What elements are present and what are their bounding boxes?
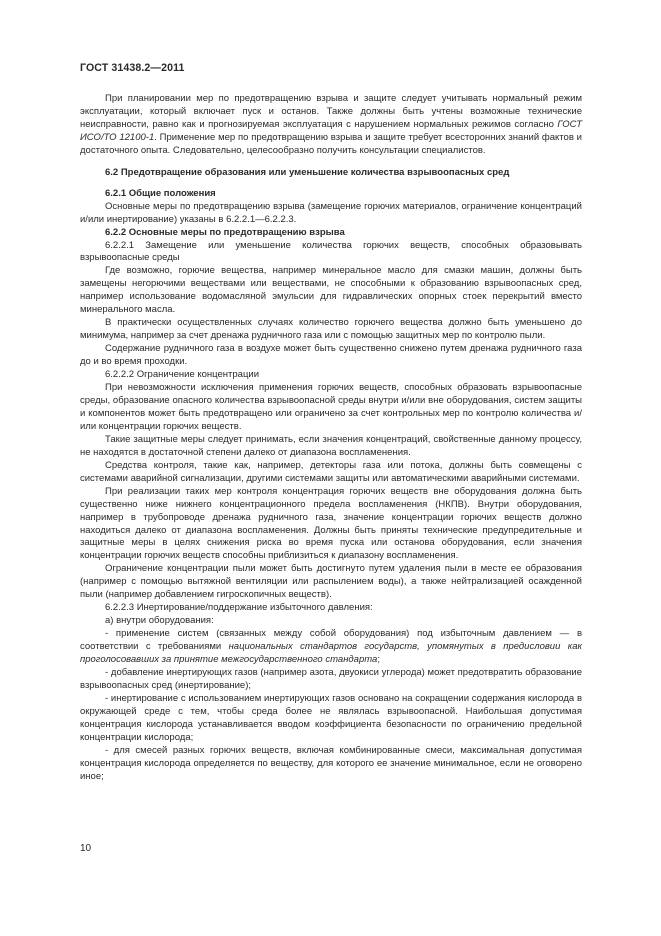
paragraph	[80, 93, 582, 158]
paragraph: 6.2.2.1 Замещение или уменьшение количества горючих веществ, способных образовывать взрывоопасные среды	[80, 239, 582, 264]
paragraph: 6.2.2.2 Ограничение концентрации	[105, 369, 260, 381]
document-body	[80, 93, 582, 784]
paragraph: 6.2.2.3 Инертирование/поддержание избыточного давления:	[105, 602, 373, 614]
text-run: - применение систем (связанных между собой оборудования) под избыточным давлением — в соответствии с требованиями	[80, 628, 582, 653]
paragraph: Средства контроля, такие как, например, детекторы газа или потока, должны быть совмещены с системами аварийной сигнализации, другими системами защиты или автоматическими аварийными системами.	[80, 459, 582, 484]
paragraph: При реализации таких мер контроля концентрация горючих веществ вне оборудования должна быть существенно ниже нижнего концентрационного предела воспламенения (НКПВ). Внутри оборудования, например в трубопроводе дренажа рудничного газа, значение концентрации горючих веществ должно находиться далеко от диапазона воспламенения. Должны быть приняты технические предупредительные и защитные меры в целях снижения риска во время пуска или останова оборудования, если значения концентрации горючих веществ способны приблизиться к диапазону воспламенения.	[80, 485, 582, 562]
paragraph: - добавление инертирующих газов (например азота, двуокиси углерода) может предотвратить образование взрывоопасных сред (инертирование);	[80, 666, 582, 691]
text-run: При планировании мер по предотвращению взрыва и защите следует учитывать нормальный режим эксплуатации, который включает пуск и останов. Также должны быть учтены возможные технические неисправности, равно как и прогнозируемая эксплуатация с нарушением нормальных режимов согласно	[80, 93, 582, 130]
text-run: . Применение мер по предотвращению взрыва и защите требует всесторонних знаний фактов и достаточного опыта. Следовательно, целесообразно получить консультации специалистов.	[80, 131, 582, 156]
paragraph: Ограничение концентрации пыли может быть достигнуто путем удаления пыли в месте ее образования (например с помощью вытяжной вентиляции или распылением воды), а также нейтрализацией осажденной пыли (например добавлением гигроскопичных веществ).	[80, 563, 582, 601]
subsection-heading: 6.2.1 Общие положения	[105, 187, 216, 199]
section-heading: 6.2 Предотвращение образования или уменьшение количества взрывоопасных сред	[105, 166, 510, 178]
document-header: ГОСТ 31438.2—2011	[80, 62, 185, 74]
paragraph	[80, 628, 582, 667]
paragraph: а) внутри оборудования:	[105, 615, 214, 627]
paragraph: Содержание рудничного газа в воздухе может быть существенно снижено путем дренажа рудничного газа до и во время проходки.	[80, 343, 582, 368]
paragraph: При невозможности исключения применения горючих веществ, способных образовать взрывоопасные среды, образование опасного количества взрывоопасной среды внутри и/или вне оборудования, систем защиты и компонентов может быть предотвращено или ограничено за счет контрольных мер по контролю количества и/или концентрации горючих веществ.	[80, 382, 582, 432]
page-number: 10	[80, 843, 92, 854]
italic-reference: ГОСТ ИСО/ТО 12100-1	[80, 118, 582, 143]
paragraph: Где возможно, горючие вещества, например минеральное масло для смазки машин, должны быть замещены негорючими веществами или веществами, не способными к образованию взрывоопасных сред, например использование водомасляной эмульсии для гидравлических опорных стоек перекрытий вместо минерального масла.	[80, 265, 582, 316]
paragraph: Основные меры по предотвращению взрыва (замещение горючих материалов, ограничение концентраций и/или инертирование) указаны в 6.2.2.1—6.2.2.3.	[80, 200, 582, 225]
subsection-heading: 6.2.2 Основные меры по предотвращению взрыва	[105, 226, 345, 238]
paragraph: Такие защитные меры следует принимать, если значения концентраций, свойственные данному процессу, не находятся в достаточной степени далеко от диапазона воспламенения.	[80, 433, 582, 458]
paragraph: - инертирование с использованием инертирующих газов основано на сокращении содержания кислорода в окружающей среде с тем, чтобы среда более не являлась взрывоопасной. Наибольшая допустимая концентрация кислорода устанавливается вводом коэффициента безопасности по ограничению предельной концентрации кислорода;	[80, 692, 582, 743]
text-run: ;	[377, 654, 380, 666]
paragraph: В практически осуществленных случаях количество горючего вещества должно быть уменьшено до минимума, например за счет дренажа рудничного газа или с помощью защитных мер по контролю пыли.	[80, 317, 582, 342]
italic-reference: национальных стандартов государств, упомянутых в предисловии как проголосовавших за принятие межгосударственного стандарта	[80, 641, 582, 666]
paragraph: - для смесей разных горючих веществ, включая комбинированные смеси, максимальная допустимая концентрация кислорода определяется по веществу, для которого ее значение минимальное, если не оговорено иное;	[80, 744, 582, 782]
